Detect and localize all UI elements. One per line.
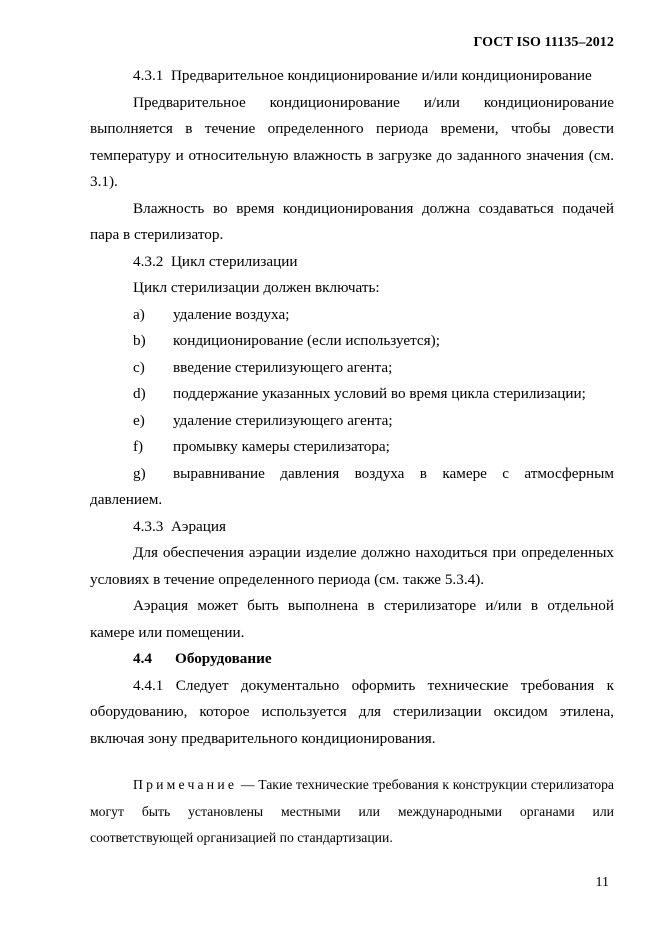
- list-text: промывку камеры стерилизатора;: [173, 438, 390, 455]
- section-number: 4.4.1: [133, 676, 164, 694]
- list-marker: d): [133, 385, 146, 402]
- page-content: [90, 63, 614, 865]
- section-number: 4.3.2: [133, 252, 164, 270]
- section-number: 4.3.3: [133, 517, 164, 535]
- list-marker: e): [133, 411, 145, 429]
- list-item: [90, 302, 614, 329]
- list-marker: c): [133, 358, 145, 376]
- list-text: удаление воздуха;: [173, 305, 290, 323]
- section-title: Оборудование: [175, 650, 272, 667]
- paragraph: Предварительное кондиционирование и/или кондиционирование выполняется в течение определенного периода времени, чтобы довести температуру и относительную влажность в загрузке до заданного значения (см. 3.1).: [90, 93, 614, 190]
- list-text: выравнивание давления воздуха в камере с атмосферным давлением.: [90, 464, 614, 508]
- note-text: Такие технические требования к конструкции стерилизатора могут быть установлены местными или международными органами или соответствующей организацией по стандартизации.: [90, 777, 615, 845]
- paragraph: Влажность во время кондиционирования должна создаваться подачей пара в стерилизатор.: [90, 199, 614, 243]
- list-marker: a): [133, 305, 145, 323]
- note: [90, 772, 614, 852]
- paragraph-text: Следует документально оформить технические требования к оборудованию, которое используется для стерилизации оксидом этилена, включая зону предварительного кондиционирования.: [90, 676, 614, 747]
- list-item: [90, 408, 614, 435]
- page-number: 11: [595, 875, 609, 890]
- list-marker: f): [133, 438, 144, 455]
- list-item: [90, 381, 614, 408]
- section-number: 4.3.1: [133, 67, 164, 84]
- list-text: кондиционирование (если используется);: [173, 332, 440, 349]
- section-heading-4-4: [90, 646, 614, 673]
- list-item: [90, 355, 614, 382]
- list-item: [90, 461, 614, 514]
- list-text: поддержание указанных условий во время цикла стерилизации;: [173, 385, 586, 402]
- document-header: ГОСТ ISO 11135–2012: [473, 35, 614, 50]
- paragraph: Для обеспечения аэрации изделие должно находиться при определенных условиях в течение определенного периода (см. также 5.3.4).: [90, 544, 614, 588]
- section-heading-4-3-3: [90, 514, 614, 541]
- section-heading-4-3-2: [90, 249, 614, 276]
- section-title: Предварительное кондиционирование и/или кондиционирование: [170, 67, 592, 84]
- list-text: удаление стерилизующего агента;: [173, 411, 393, 429]
- list-marker: b): [133, 332, 146, 349]
- paragraph: Цикл стерилизации должен включать:: [133, 279, 380, 296]
- section-number: 4.4: [133, 650, 152, 667]
- section-title: Цикл стерилизации: [170, 252, 298, 270]
- list-item: [90, 328, 614, 355]
- note-dash: —: [240, 777, 255, 792]
- list-marker: g): [133, 464, 146, 482]
- paragraph-4-4-1: [90, 673, 614, 753]
- section-title: Аэрация: [170, 517, 227, 535]
- list-text: введение стерилизующего агента;: [173, 358, 393, 376]
- note-label: Примечание: [133, 777, 238, 792]
- paragraph: Аэрация может быть выполнена в стерилизаторе и/или в отдельной камере или помещении.: [90, 597, 614, 641]
- section-heading-4-3-1: [90, 63, 614, 90]
- list-item: [90, 434, 614, 461]
